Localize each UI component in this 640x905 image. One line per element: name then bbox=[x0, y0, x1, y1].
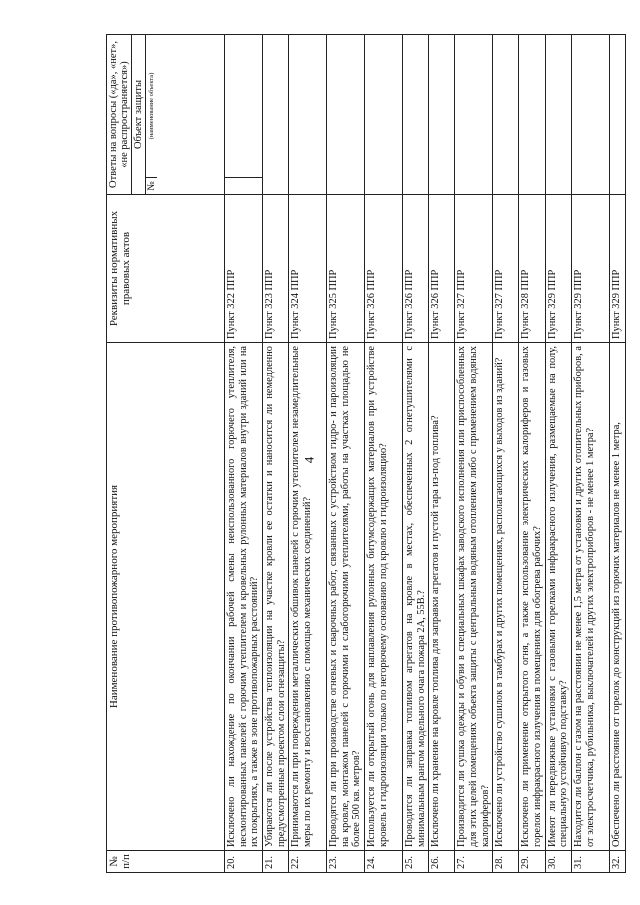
header-obj-name: (наименование объекта) bbox=[148, 72, 156, 140]
row-desc: Имеют ли передвижные установки с газовыми горелками инфракрасного излучения, размещаемые на полу, специальную устойчивую подставку? bbox=[545, 343, 571, 851]
page-number: 4 bbox=[301, 456, 317, 464]
table-row bbox=[493, 35, 519, 873]
row-num: 27. bbox=[455, 851, 493, 873]
row-num: 31. bbox=[572, 851, 610, 873]
row-answer bbox=[225, 35, 263, 195]
row-req: Пункт 329 ППР bbox=[610, 195, 626, 343]
row-req: Пункт 322 ППР bbox=[225, 195, 263, 343]
row-desc: Проводятся ли при производстве огневых и сварочных работ, связанных с устройством гидро- и пароизоляции на кровле, монтажом панелей с горючими и слабогорючими утеплителями, работы на участках площадью не более 500 кв. метров? bbox=[327, 343, 365, 851]
row-req: Пункт 324 ППР bbox=[289, 195, 327, 343]
row-desc: Исключено ли нахождение по окончании рабочей смены неиспользованного горючего утеплителя, несмонтированных панелей с горючим утеплителем и кровельных рулонных материалов внутри зданий или на их покрытиях, а также в зоне противопожарных расстояний? bbox=[225, 343, 263, 851]
row-num: 23. bbox=[327, 851, 365, 873]
row-desc: Производится ли сушка одежды и обуви в специальных шкафах заводского исполнения или приспособленных для этих целей помещениях объекта защиты с центральным водяным отоплением либо с применением водяных калориферов? bbox=[455, 343, 493, 851]
row-num: 22. bbox=[289, 851, 327, 873]
row-answer bbox=[455, 35, 493, 195]
header-num: № п/п bbox=[107, 851, 225, 873]
header-ans bbox=[107, 35, 225, 195]
row-desc: Исключено ли хранение на кровле топлива для заправки агрегатов и пустой тара из-под топлива? bbox=[429, 343, 455, 851]
row-req: Пункт 328 ППР bbox=[519, 195, 545, 343]
row-num: 28. bbox=[493, 851, 519, 873]
row-desc: Исключено ли применение открытого огня, а также использование электрических калориферов и газовых горелок инфракрасного излучения в помещениях для обогрева рабочих? bbox=[519, 343, 545, 851]
row-num: 25. bbox=[403, 851, 429, 873]
row-desc: Используется ли открытый огонь для наплавления рулонных битумсодержащих материалов при устройстве кровель и гидроизоляции только по негорючему основанию под кровлю и гидроизоляцию? bbox=[365, 343, 403, 851]
row-answer bbox=[429, 35, 455, 195]
table-row bbox=[289, 35, 327, 873]
table-row bbox=[572, 35, 610, 873]
row-req: Пункт 329 ППР bbox=[572, 195, 610, 343]
row-num: 30. bbox=[545, 851, 571, 873]
row-num: 21. bbox=[262, 851, 288, 873]
table-row bbox=[225, 35, 263, 873]
row-desc: Проводится ли заправка топливом агрегатов на кровле в местах, обеспеченных 2 огнетушителями с минимальным рангом модельного очага пожара 2А, 55В.? bbox=[403, 343, 429, 851]
row-desc: Обеспечено ли расстояние от горелок до конструкций из горючих материалов не менее 1 метра, bbox=[610, 343, 626, 851]
header-obj: Объект защиты bbox=[132, 35, 146, 194]
row-answer bbox=[365, 35, 403, 195]
row-num: 26. bbox=[429, 851, 455, 873]
row-answer bbox=[289, 35, 327, 195]
row-answer bbox=[545, 35, 571, 195]
row-num: 32. bbox=[610, 851, 626, 873]
row-answer bbox=[493, 35, 519, 195]
row-req: Пункт 323 ППР bbox=[262, 195, 288, 343]
table-row bbox=[365, 35, 403, 873]
row-req: Пункт 326 ППР bbox=[429, 195, 455, 343]
table-row bbox=[610, 35, 626, 873]
row-desc: Убираются ли после устройства теплоизоляции на участке кровли ее остатки и наносится ли немедленно предусмотренные проектом слои огнезащиты? bbox=[262, 343, 288, 851]
checklist-table-wrapper bbox=[106, 35, 623, 873]
row-answer bbox=[262, 35, 288, 195]
table-row bbox=[455, 35, 493, 873]
row-answer bbox=[403, 35, 429, 195]
row-req: Пункт 326 ППР bbox=[403, 195, 429, 343]
row-req: Пункт 329 ППР bbox=[545, 195, 571, 343]
table-row bbox=[519, 35, 545, 873]
row-desc: Находится ли баллон с газом на расстоянии не менее 1,5 метра от установки и других отопительных приборов, а от электросчетчика, рубильника, выключателей и других электроприборов - не менее 1 метра? bbox=[572, 343, 610, 851]
row-desc: Исключено ли устройство сушилок в тамбурах и других помещениях, располагающихся у выходов из зданий? bbox=[493, 343, 519, 851]
header-desc: Наименование противопожарного мероприятия bbox=[107, 343, 225, 851]
table-row bbox=[327, 35, 365, 873]
row-num: 20. bbox=[225, 851, 263, 873]
table-row bbox=[429, 35, 455, 873]
table-row bbox=[262, 35, 288, 873]
row-answer bbox=[327, 35, 365, 195]
row-num: 24. bbox=[365, 851, 403, 873]
row-desc: Принимаются ли при повреждении металлических обшивок панелей с горючим утеплителем незамедлительные меры по их ремонту и восстановлению с помощью механических соединений? bbox=[289, 343, 327, 851]
row-answer bbox=[610, 35, 626, 195]
header-obj-num: № bbox=[146, 177, 157, 194]
row-answer bbox=[572, 35, 610, 195]
row-num: 29. bbox=[519, 851, 545, 873]
table-row bbox=[403, 35, 429, 873]
header-req: Реквизиты нормативных правовых актов bbox=[107, 195, 225, 343]
table-row bbox=[545, 35, 571, 873]
checklist-table bbox=[106, 34, 626, 873]
row-answer bbox=[519, 35, 545, 195]
row-req: Пункт 325 ППР bbox=[327, 195, 365, 343]
header-ans-title: Ответы на вопросы («да», «нет», «не распространяется») bbox=[107, 35, 132, 194]
row-req: Пункт 327 ППР bbox=[455, 195, 493, 343]
row-req: Пункт 326 ППР bbox=[365, 195, 403, 343]
table-header-row bbox=[107, 35, 225, 873]
row-req: Пункт 327 ППР bbox=[493, 195, 519, 343]
